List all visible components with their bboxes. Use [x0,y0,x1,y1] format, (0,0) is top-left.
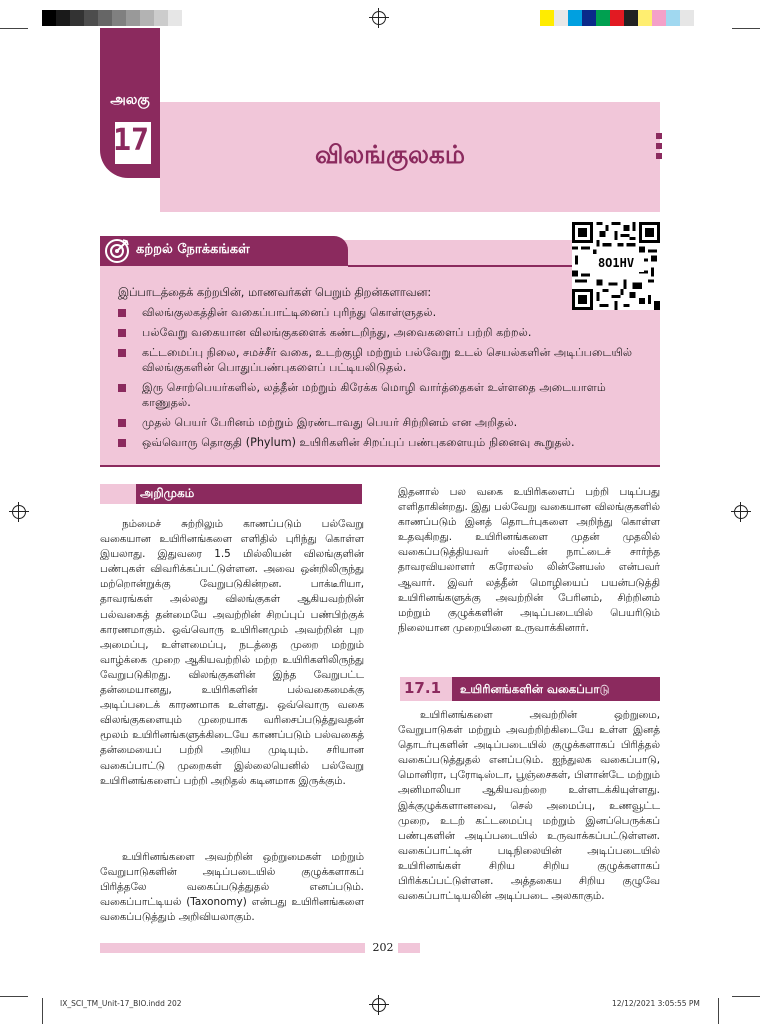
objective-item: பல்வேறு வகையான விலங்குகளைக் கண்டறிந்து, அவைகளைப் பற்றி கற்றல். [118,325,648,341]
intro-paragraph-1: நம்மைச் சுற்றிலும் காணப்படும் பல்வேறு வகையான உயிரினங்களை எளிதில் புரிந்து கொள்ள இயலாது. இதுவரை 1.5 மில்லியன் விலங்குளின் பண்புகள் விவரிக்கப்பட்டுள்ளன. அவை ஒன்றிலிருந்து மற்றொன்றுக்கு வேறுபடுகின்றன. பாக்டீரியா, தாவரங்கள் அல்லது விலங்குகள் ஆகியவற்றின் பல்வகைத் தன்மையே அவற்றின் சிறப்புப் பண்பிற்குக் காரணமாகும். ஒவ்வொரு உயிரினமும் அவற்றின் புற அமைப்பு, உள்ளமைப்பு, நடத்தை முறை மற்றும் வாழ்க்கை முறை ஆகியவற்றில் மற்ற உயிரிகளிலிருந்து வேறுபடுகிறது. விலங்குகளின் இந்த வேறுபட்ட தன்மையானது, உயிரிகளின் பல்வகைமைக்கு அடிப்படைக் காரணமாக உள்ளது. ஒவ்வொரு வகை விலங்குகளையும் முறையாக வரிசைப்படுத்துவதன் மூலம் உயிரினங்களுக்கிடையே காணப்படும் பல்வகைத் தன்மையைப் பற்றி அறிய முடியும். சரியான வகைப்பாட்டு முறைகள் இல்லையெனில் பல்வேறு உயிரினங்களைப் பற்றி அறிதல் கடினமாக இருக்கும். [100,518,364,787]
registration-mark-left [12,505,26,519]
footer-bar-right [398,943,420,953]
objective-item: முதல் பெயர் பேரினம் மற்றும் இரண்டாவது பெயர் சிற்றினம் என அறிதல். [118,415,648,431]
objective-item: விலங்குலகத்தின் வகைப்பாட்டினைப் புரிந்து கொள்ளுதல். [118,305,648,321]
bullet-square-icon [118,384,126,392]
section-title: உயிரினங்களின் வகைப்பாடு [460,682,610,696]
crop-mark [732,996,760,997]
bullet-square-icon [118,419,126,427]
crop-mark [732,28,760,29]
section-17-1-paragraph: உயிரினங்களை அவற்றின் ஒற்றுமை, வேறுபாடுகள் மற்றும் அவற்றிற்கிடையே உள்ள இனத் தொடர்புகளின் அடிப்படையில் குழுக்களாகப் பிரித்தல் வகைப்படுத்துதல் எனப்படும். ஐந்துலக வகைப்பாடு, மொனிரா, புரோடிஸ்டா, பூஞ்சைகள், பிளான்டே மற்றும் அனிமாலியா ஆகியவற்றை உள்ளடக்கியுள்ளது. இக்குழுக்களானவை, செல் அமைப்பு, உணவூட்ட முறை, உடற் கட்டமைப்பு மற்றும் இனப்பெருக்கப் பண்புகளின் அடிப்படையில் உருவாக்கப்பட்டுள்ளன. வகைப்பாட்டின் படிநிலையின் அடிப்படையில் உயிரினங்கள் சிறிய சிறிய குழுக்களாகப் பிரிக்கப்பட்டுள்ளன. அத்தகைய சிறிய குழுவே வகைப்பாட்டியலின் அடிப்படை அலகாகும். [398,709,660,903]
intro-paragraph-3: இதனால் பல வகை உயிரிகளைப் பற்றி படிப்பது எளிதாகின்றது. இது பல்வேறு வகையான விலங்குகளில் காணப்படும் இனத் தொடர்புகளை அறிந்து கொள்ள உதவுகிறது. உயிரினங்களை முதன் முதலில் வகைப்படுத்தியவர் ஸ்வீடன் நாட்டைச் சார்ந்த தாவரவியலாளர் கரோலஸ் லின்னேயஸ் என்பவர் ஆவார். இவர் லத்தீன் மொழியைப் பயன்படுத்தி உயிரினங்களுக்கு அவற்றின் பேரினம், சிற்றினம் மற்றும் குழுக்களின் அடிப்படையில் பெயரிடும் நிலையான முறையினை உருவாக்கினார். [398,486,660,634]
target-icon [104,238,130,264]
crop-mark [718,998,719,1024]
registration-mark-bottom [372,998,386,1012]
crop-mark [42,998,43,1024]
qr-code-label: 8O1HV [588,254,644,272]
print-slug-filename: IX_SCI_TM_Unit-17_BIO.indd 202 [60,999,182,1008]
process-color-bar [540,10,694,26]
objective-item: ஒவ்வொரு தொகுதி (Phylum) உயிரிகளின் சிறப்புப் பண்புகளையும் நினைவு கூறுதல். [118,435,648,451]
side-decoration [656,133,662,163]
bullet-square-icon [118,309,126,317]
objectives-heading: கற்றல் நோக்கங்கள் [136,242,250,257]
crop-mark [0,996,28,997]
unit-number: 17 [113,123,150,158]
unit-word: அலகு [110,92,150,108]
intro-heading-accent [100,484,136,504]
bullet-square-icon [118,329,126,337]
registration-mark-right [734,505,748,519]
page-number: 202 [372,941,394,954]
grayscale-color-bar [42,10,182,26]
section-number: 17.1 [404,679,442,697]
intro-paragraph-2: உயிரினங்களை அவற்றின் ஒற்றுமைகள் மற்றும் வேறுபாடுகளின் அடிப்படையில் குழுக்களாகப் பிரித்தலே வகைப்படுத்துதல் எனப்படும். வகைப்பாட்டியல் (Taxonomy) என்பது உயிரினங்களை வகைப்படுத்தும் அறிவியலாகும். [100,851,364,924]
crop-mark [0,28,28,29]
objective-item: கட்டமைப்பு நிலை, சமச்சீர் வகை, உடற்குழி மற்றும் பல்வேறு உடல் செயல்களின் அடிப்படையில் விலங்குகளின் பொதுப்பண்புகளைப் பட்டியலிடுதல். [118,345,648,376]
objective-item: இரு சொற்பெயர்களில், லத்தீன் மற்றும் கிரேக்க மொழி வார்த்தைகள் உள்ளதை அடையாளம் காணுதல். [118,380,648,411]
objectives-list [118,305,648,455]
chapter-title: விலங்குலகம் [314,140,466,169]
footer-bar-left [100,943,365,953]
registration-mark-top [372,11,386,25]
objectives-intro: இப்பாடத்தைக் கற்றபின், மாணவர்கள் பெறும் திறன்களாவன: [118,286,432,299]
bullet-square-icon [118,439,126,447]
intro-heading: அறிமுகம் [140,486,195,500]
bullet-square-icon [118,349,126,357]
print-slug-date: 12/12/2021 3:05:55 PM [612,999,700,1008]
